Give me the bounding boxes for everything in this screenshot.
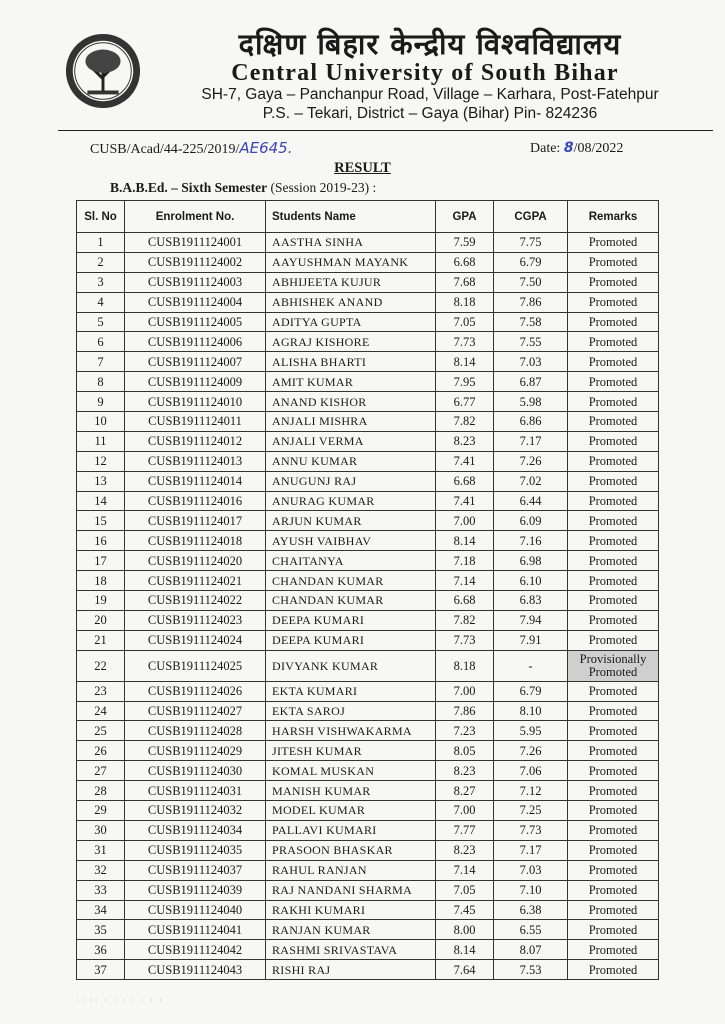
cell-student-name: DEEPA KUMARI <box>266 610 436 630</box>
header-sl-no: Sl. No <box>77 201 125 233</box>
table-row <box>77 491 659 511</box>
table-row <box>77 272 659 292</box>
cell-remarks: Promoted <box>568 272 659 292</box>
cell-enrolment: CUSB1911124018 <box>125 531 266 551</box>
cell-enrolment: CUSB1911124031 <box>125 781 266 801</box>
cell-cgpa: 6.10 <box>494 571 568 591</box>
cell-enrolment: CUSB1911124042 <box>125 940 266 960</box>
cell-enrolment: CUSB1911124001 <box>125 233 266 253</box>
document-date <box>530 140 623 157</box>
table-row <box>77 431 659 451</box>
table-row <box>77 551 659 571</box>
table-row <box>77 591 659 611</box>
cell-cgpa: 7.86 <box>494 292 568 312</box>
cell-cgpa: 6.98 <box>494 551 568 571</box>
cell-cgpa: 7.55 <box>494 332 568 352</box>
cell-cgpa: 7.06 <box>494 761 568 781</box>
cell-enrolment: CUSB1911124016 <box>125 491 266 511</box>
table-row <box>77 252 659 272</box>
cell-cgpa: 7.16 <box>494 531 568 551</box>
cell-student-name: PALLAVI KUMARI <box>266 820 436 840</box>
cell-gpa: 7.73 <box>436 332 494 352</box>
cell-sl-no: 1 <box>77 233 125 253</box>
cell-enrolment: CUSB1911124034 <box>125 820 266 840</box>
cell-enrolment: CUSB1911124026 <box>125 681 266 701</box>
cell-remarks: Promoted <box>568 412 659 432</box>
cell-gpa: 7.41 <box>436 451 494 471</box>
cell-sl-no: 35 <box>77 920 125 940</box>
table-row <box>77 820 659 840</box>
cell-cgpa: 7.17 <box>494 431 568 451</box>
cell-enrolment: CUSB1911124007 <box>125 352 266 372</box>
address-line-1: SH-7, Gaya – Panchanpur Road, Village – Karhara, Post-Fatehpur <box>201 86 659 103</box>
cell-sl-no: 25 <box>77 721 125 741</box>
table-row <box>77 372 659 392</box>
cell-remarks: Promoted <box>568 471 659 491</box>
cell-sl-no: 11 <box>77 431 125 451</box>
cell-gpa: 8.14 <box>436 940 494 960</box>
cell-remarks: Promoted <box>568 701 659 721</box>
cell-sl-no: 2 <box>77 252 125 272</box>
cell-enrolment: CUSB1911124028 <box>125 721 266 741</box>
cell-sl-no: 36 <box>77 940 125 960</box>
cell-cgpa: 7.75 <box>494 233 568 253</box>
table-row <box>77 571 659 591</box>
date-month-year: /08/2022 <box>573 141 624 156</box>
table-row <box>77 451 659 471</box>
cell-sl-no: 26 <box>77 741 125 761</box>
cell-sl-no: 12 <box>77 451 125 471</box>
cell-sl-no: 23 <box>77 681 125 701</box>
cell-student-name: PRASOON BHASKAR <box>266 840 436 860</box>
cell-cgpa: 7.12 <box>494 781 568 801</box>
cell-sl-no: 13 <box>77 471 125 491</box>
cell-sl-no: 27 <box>77 761 125 781</box>
cell-remarks: Promoted <box>568 900 659 920</box>
cell-cgpa: - <box>494 650 568 681</box>
cell-sl-no: 7 <box>77 352 125 372</box>
cell-enrolment: CUSB1911124002 <box>125 252 266 272</box>
cell-enrolment: CUSB1911124030 <box>125 761 266 781</box>
cell-enrolment: CUSB1911124029 <box>125 741 266 761</box>
cell-sl-no: 31 <box>77 840 125 860</box>
cell-student-name: MODEL KUMAR <box>266 801 436 821</box>
cell-enrolment: CUSB1911124010 <box>125 392 266 412</box>
header-gpa: GPA <box>436 201 494 233</box>
cell-student-name: AYUSH VAIBHAV <box>266 531 436 551</box>
cell-sl-no: 28 <box>77 781 125 801</box>
cell-cgpa: 6.86 <box>494 412 568 432</box>
cell-enrolment: CUSB1911124004 <box>125 292 266 312</box>
cell-remarks: Promoted <box>568 610 659 630</box>
cell-enrolment: CUSB1911124012 <box>125 431 266 451</box>
cell-enrolment: CUSB1911124006 <box>125 332 266 352</box>
cell-cgpa: 6.38 <box>494 900 568 920</box>
cell-enrolment: CUSB1911124009 <box>125 372 266 392</box>
cell-student-name: ARJUN KUMAR <box>266 511 436 531</box>
cell-student-name: ALISHA BHARTI <box>266 352 436 372</box>
cell-gpa: 8.14 <box>436 352 494 372</box>
cell-cgpa: 7.03 <box>494 352 568 372</box>
cell-enrolment: CUSB1911124025 <box>125 650 266 681</box>
table-row <box>77 940 659 960</box>
cell-student-name: KOMAL MUSKAN <box>266 761 436 781</box>
table-row <box>77 292 659 312</box>
table-row <box>77 741 659 761</box>
table-row <box>77 392 659 412</box>
cell-student-name: JITESH KUMAR <box>266 741 436 761</box>
cell-remarks: Promoted <box>568 571 659 591</box>
cell-sl-no: 5 <box>77 312 125 332</box>
cell-cgpa: 5.98 <box>494 392 568 412</box>
cell-gpa: 7.14 <box>436 571 494 591</box>
cell-sl-no: 16 <box>77 531 125 551</box>
cell-sl-no: 15 <box>77 511 125 531</box>
cell-enrolment: CUSB1911124017 <box>125 511 266 531</box>
header-divider <box>58 130 713 131</box>
cell-cgpa: 7.94 <box>494 610 568 630</box>
cell-gpa: 8.18 <box>436 292 494 312</box>
cell-cgpa: 5.95 <box>494 721 568 741</box>
cell-remarks: Promoted <box>568 372 659 392</box>
cell-cgpa: 6.83 <box>494 591 568 611</box>
cell-cgpa: 6.79 <box>494 252 568 272</box>
cell-enrolment: CUSB1911124013 <box>125 451 266 471</box>
cell-remarks: Promoted <box>568 630 659 650</box>
cell-cgpa: 7.17 <box>494 840 568 860</box>
cell-cgpa: 7.53 <box>494 960 568 980</box>
cell-student-name: CHANDAN KUMAR <box>266 591 436 611</box>
cell-gpa: 8.23 <box>436 431 494 451</box>
address-line-2: P.S. – Tekari, District – Gaya (Bihar) Pin- 824236 <box>262 105 598 122</box>
reference-printed: CUSB/Acad/44-225/2019/ <box>90 142 240 157</box>
cell-remarks: Promoted <box>568 352 659 372</box>
cell-student-name: ANJALI VERMA <box>266 431 436 451</box>
cell-enrolment: CUSB1911124043 <box>125 960 266 980</box>
cell-remarks: Promoted <box>568 960 659 980</box>
cell-gpa: 7.73 <box>436 630 494 650</box>
cell-student-name: ANURAG KUMAR <box>266 491 436 511</box>
cell-enrolment: CUSB1911124035 <box>125 840 266 860</box>
cell-remarks: Promoted <box>568 880 659 900</box>
cell-cgpa: 7.26 <box>494 741 568 761</box>
cell-cgpa: 7.10 <box>494 880 568 900</box>
cell-remarks: Promoted <box>568 451 659 471</box>
header-cgpa: CGPA <box>494 201 568 233</box>
cell-student-name: ANUGUNJ RAJ <box>266 471 436 491</box>
cell-gpa: 7.45 <box>436 900 494 920</box>
cell-remarks: Promoted <box>568 531 659 551</box>
cell-cgpa: 7.26 <box>494 451 568 471</box>
cell-enrolment: CUSB1911124011 <box>125 412 266 432</box>
cell-gpa: 6.68 <box>436 471 494 491</box>
cell-sl-no: 29 <box>77 801 125 821</box>
footer-mark: ·· ·· · · · · · · · <box>76 997 164 1004</box>
cell-enrolment: CUSB1911124037 <box>125 860 266 880</box>
table-row <box>77 610 659 630</box>
cell-gpa: 8.14 <box>436 531 494 551</box>
table-row <box>77 880 659 900</box>
cell-cgpa: 7.73 <box>494 820 568 840</box>
cell-student-name: HARSH VISHWAKARMA <box>266 721 436 741</box>
header-remarks: Remarks <box>568 201 659 233</box>
cell-gpa: 6.68 <box>436 591 494 611</box>
table-row <box>77 312 659 332</box>
cell-sl-no: 30 <box>77 820 125 840</box>
cell-remarks: Promoted <box>568 491 659 511</box>
cell-sl-no: 6 <box>77 332 125 352</box>
header-student-name: Students Name <box>266 201 436 233</box>
cell-gpa: 6.77 <box>436 392 494 412</box>
cell-sl-no: 8 <box>77 372 125 392</box>
cell-remarks: Promoted <box>568 840 659 860</box>
date-day-handwritten: 8 <box>563 140 574 156</box>
cell-remarks: Promoted <box>568 781 659 801</box>
cell-sl-no: 14 <box>77 491 125 511</box>
cell-enrolment: CUSB1911124041 <box>125 920 266 940</box>
table-row <box>77 531 659 551</box>
result-table <box>76 200 659 980</box>
cell-remarks: Provisionally Promoted <box>568 650 659 681</box>
table-row <box>77 630 659 650</box>
cell-remarks: Promoted <box>568 312 659 332</box>
cell-cgpa: 7.03 <box>494 860 568 880</box>
cell-sl-no: 32 <box>77 860 125 880</box>
cell-gpa: 7.18 <box>436 551 494 571</box>
cell-gpa: 7.05 <box>436 312 494 332</box>
table-row <box>77 721 659 741</box>
cell-enrolment: CUSB1911124022 <box>125 591 266 611</box>
cell-cgpa: 7.25 <box>494 801 568 821</box>
cell-enrolment: CUSB1911124040 <box>125 900 266 920</box>
cell-cgpa: 6.55 <box>494 920 568 940</box>
cell-gpa: 7.05 <box>436 880 494 900</box>
table-row <box>77 701 659 721</box>
cell-gpa: 7.64 <box>436 960 494 980</box>
cell-remarks: Promoted <box>568 591 659 611</box>
cell-sl-no: 34 <box>77 900 125 920</box>
cell-sl-no: 37 <box>77 960 125 980</box>
table-row <box>77 900 659 920</box>
cell-gpa: 7.82 <box>436 412 494 432</box>
cell-enrolment: CUSB1911124023 <box>125 610 266 630</box>
cell-gpa: 7.00 <box>436 801 494 821</box>
cell-student-name: AMIT KUMAR <box>266 372 436 392</box>
course-name: B.A.B.Ed. – Sixth Semester <box>110 180 268 195</box>
cell-cgpa: 7.58 <box>494 312 568 332</box>
cell-gpa: 8.05 <box>436 741 494 761</box>
cell-enrolment: CUSB1911124032 <box>125 801 266 821</box>
cell-sl-no: 22 <box>77 650 125 681</box>
cell-remarks: Promoted <box>568 252 659 272</box>
cell-remarks: Promoted <box>568 741 659 761</box>
cell-student-name: DEEPA KUMARI <box>266 630 436 650</box>
cell-remarks: Promoted <box>568 820 659 840</box>
cell-sl-no: 21 <box>77 630 125 650</box>
course-session: (Session 2019-23) : <box>270 180 377 195</box>
cell-cgpa: 7.50 <box>494 272 568 292</box>
cell-student-name: RAKHI KUMARI <box>266 900 436 920</box>
cell-enrolment: CUSB1911124021 <box>125 571 266 591</box>
cell-gpa: 7.14 <box>436 860 494 880</box>
cell-student-name: ANAND KISHOR <box>266 392 436 412</box>
table-row <box>77 781 659 801</box>
cell-gpa: 6.68 <box>436 252 494 272</box>
cell-sl-no: 9 <box>77 392 125 412</box>
cell-gpa: 8.23 <box>436 840 494 860</box>
table-row <box>77 352 659 372</box>
cell-student-name: ABHIJEETA KUJUR <box>266 272 436 292</box>
cell-student-name: RAHUL RANJAN <box>266 860 436 880</box>
table-row <box>77 920 659 940</box>
table-row <box>77 860 659 880</box>
cell-enrolment: CUSB1911124039 <box>125 880 266 900</box>
table-row <box>77 650 659 681</box>
cell-gpa: 7.86 <box>436 701 494 721</box>
cell-remarks: Promoted <box>568 511 659 531</box>
table-row <box>77 801 659 821</box>
cell-cgpa: 7.91 <box>494 630 568 650</box>
cell-gpa: 7.77 <box>436 820 494 840</box>
cell-student-name: RANJAN KUMAR <box>266 920 436 940</box>
cell-gpa: 7.23 <box>436 721 494 741</box>
cell-sl-no: 24 <box>77 701 125 721</box>
cell-sl-no: 20 <box>77 610 125 630</box>
cell-gpa: 7.00 <box>436 681 494 701</box>
cell-cgpa: 8.10 <box>494 701 568 721</box>
cell-cgpa: 6.79 <box>494 681 568 701</box>
cell-student-name: EKTA KUMARI <box>266 681 436 701</box>
cell-sl-no: 19 <box>77 591 125 611</box>
university-logo-icon <box>64 32 142 110</box>
cell-remarks: Promoted <box>568 431 659 451</box>
cell-gpa: 7.68 <box>436 272 494 292</box>
cell-remarks: Promoted <box>568 860 659 880</box>
reference-handwritten: AE645. <box>239 139 293 157</box>
table-row <box>77 761 659 781</box>
cell-cgpa: 7.02 <box>494 471 568 491</box>
cell-sl-no: 10 <box>77 412 125 432</box>
cell-enrolment: CUSB1911124003 <box>125 272 266 292</box>
table-row <box>77 840 659 860</box>
cell-student-name: CHAITANYA <box>266 551 436 571</box>
table-row <box>77 681 659 701</box>
table-row <box>77 233 659 253</box>
course-line <box>110 180 376 196</box>
cell-remarks: Promoted <box>568 233 659 253</box>
table-row <box>77 332 659 352</box>
cell-cgpa: 6.87 <box>494 372 568 392</box>
cell-cgpa: 6.09 <box>494 511 568 531</box>
cell-remarks: Promoted <box>568 392 659 412</box>
table-row <box>77 471 659 491</box>
university-title-hindi: दक्षिण बिहार केन्द्रीय विश्वविद्यालय <box>238 27 622 61</box>
table-row <box>77 960 659 980</box>
result-heading: RESULT <box>334 160 391 176</box>
university-title-english: Central University of South Bihar <box>231 60 619 86</box>
cell-gpa: 7.41 <box>436 491 494 511</box>
cell-gpa: 7.82 <box>436 610 494 630</box>
table-header-row <box>77 201 659 233</box>
cell-sl-no: 4 <box>77 292 125 312</box>
cell-sl-no: 17 <box>77 551 125 571</box>
cell-enrolment: CUSB1911124027 <box>125 701 266 721</box>
cell-enrolment: CUSB1911124024 <box>125 630 266 650</box>
header-enrolment: Enrolment No. <box>125 201 266 233</box>
cell-gpa: 8.27 <box>436 781 494 801</box>
cell-student-name: EKTA SAROJ <box>266 701 436 721</box>
cell-gpa: 8.18 <box>436 650 494 681</box>
cell-gpa: 7.00 <box>436 511 494 531</box>
cell-gpa: 7.95 <box>436 372 494 392</box>
cell-student-name: MANISH KUMAR <box>266 781 436 801</box>
cell-student-name: ADITYA GUPTA <box>266 312 436 332</box>
table-row <box>77 412 659 432</box>
cell-student-name: ABHISHEK ANAND <box>266 292 436 312</box>
cell-sl-no: 33 <box>77 880 125 900</box>
cell-remarks: Promoted <box>568 721 659 741</box>
cell-gpa: 8.00 <box>436 920 494 940</box>
cell-remarks: Promoted <box>568 332 659 352</box>
cell-student-name: ANJALI MISHRA <box>266 412 436 432</box>
cell-remarks: Promoted <box>568 761 659 781</box>
cell-remarks: Promoted <box>568 292 659 312</box>
cell-cgpa: 6.44 <box>494 491 568 511</box>
cell-remarks: Promoted <box>568 801 659 821</box>
cell-enrolment: CUSB1911124014 <box>125 471 266 491</box>
cell-cgpa: 8.07 <box>494 940 568 960</box>
cell-student-name: DIVYANK KUMAR <box>266 650 436 681</box>
date-label: Date: <box>530 141 561 156</box>
cell-student-name: ANNU KUMAR <box>266 451 436 471</box>
cell-gpa: 7.59 <box>436 233 494 253</box>
cell-gpa: 8.23 <box>436 761 494 781</box>
table-body <box>77 233 659 980</box>
cell-remarks: Promoted <box>568 551 659 571</box>
cell-student-name: RAJ NANDANI SHARMA <box>266 880 436 900</box>
cell-remarks: Promoted <box>568 681 659 701</box>
cell-enrolment: CUSB1911124005 <box>125 312 266 332</box>
reference-number <box>90 139 292 158</box>
table-row <box>77 511 659 531</box>
cell-sl-no: 3 <box>77 272 125 292</box>
cell-student-name: RISHI RAJ <box>266 960 436 980</box>
cell-sl-no: 18 <box>77 571 125 591</box>
cell-enrolment: CUSB1911124020 <box>125 551 266 571</box>
cell-student-name: RASHMI SRIVASTAVA <box>266 940 436 960</box>
cell-remarks: Promoted <box>568 920 659 940</box>
cell-student-name: CHANDAN KUMAR <box>266 571 436 591</box>
cell-student-name: AGRAJ KISHORE <box>266 332 436 352</box>
cell-remarks: Promoted <box>568 940 659 960</box>
cell-student-name: AAYUSHMAN MAYANK <box>266 252 436 272</box>
cell-student-name: AASTHA SINHA <box>266 233 436 253</box>
